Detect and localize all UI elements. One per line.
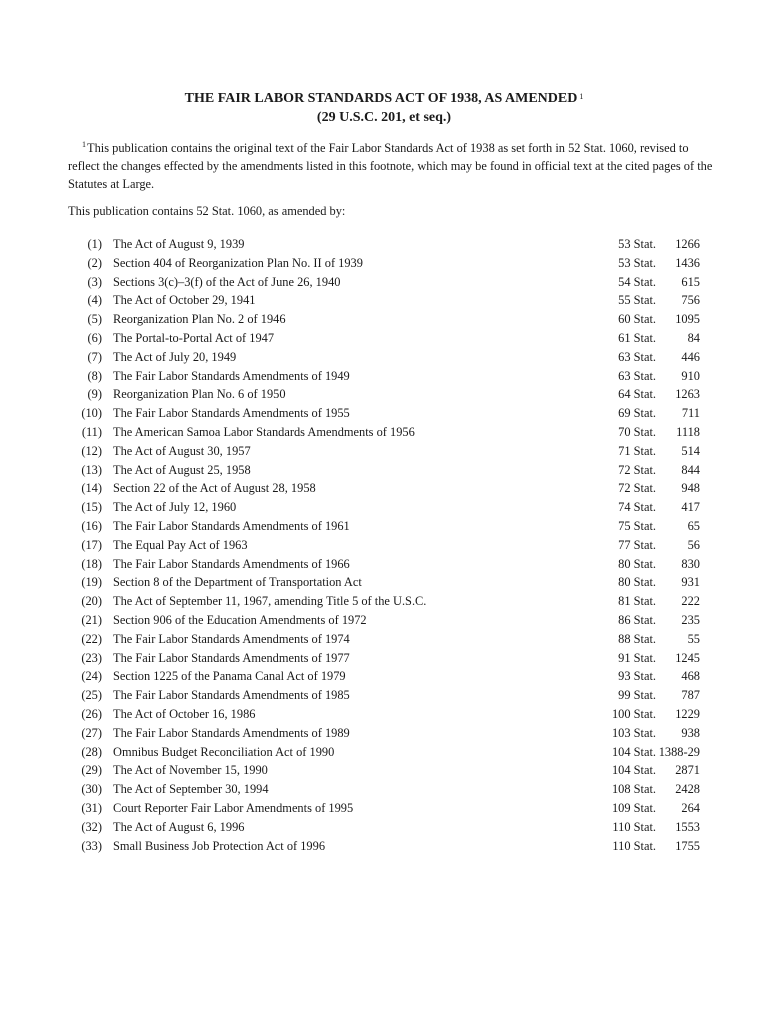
amendment-name: Section 404 of Reorganization Plan No. II of 1939 xyxy=(113,255,363,270)
statute-volume: 74 Stat. xyxy=(618,500,656,515)
statute-page: 1095 xyxy=(675,312,700,327)
statute-page: 910 xyxy=(681,368,700,383)
amendment-number: (31) xyxy=(81,800,102,815)
amendment-row xyxy=(0,517,768,536)
statute-page: 1245 xyxy=(675,650,700,665)
amendment-number: (12) xyxy=(81,443,102,458)
amendment-row xyxy=(0,235,768,254)
statute-volume: 93 Stat. xyxy=(618,669,656,684)
statute-volume: 81 Stat. xyxy=(618,594,656,609)
amendment-name: The Fair Labor Standards Amendments of 1977 xyxy=(113,650,350,665)
amendment-number: (29) xyxy=(81,763,102,778)
statute-page: 938 xyxy=(681,725,700,740)
amendment-number: (20) xyxy=(81,594,102,609)
amendment-name: Omnibus Budget Reconciliation Act of 1990 xyxy=(113,744,335,759)
amendment-row xyxy=(0,705,768,724)
footnote-mark: 1 xyxy=(82,140,86,149)
amendment-number: (13) xyxy=(81,462,102,477)
statute-volume: 53 Stat. xyxy=(618,255,656,270)
amendment-name: The Act of July 20, 1949 xyxy=(113,349,237,364)
amendment-row xyxy=(0,630,768,649)
statute-volume: 109 Stat. xyxy=(611,800,656,815)
amendment-row xyxy=(0,461,768,480)
statute-volume: 63 Stat. xyxy=(618,368,656,383)
amendment-number: (21) xyxy=(81,612,102,627)
amendment-number: (8) xyxy=(87,368,102,383)
amendment-row xyxy=(0,667,768,686)
statute-page: 787 xyxy=(681,688,700,703)
amendment-number: (17) xyxy=(81,537,102,552)
amendment-number: (22) xyxy=(81,631,102,646)
amendment-name: The Fair Labor Standards Amendments of 1949 xyxy=(113,368,350,383)
amendment-number: (1) xyxy=(87,237,102,251)
amendment-row xyxy=(0,743,768,762)
amendment-row xyxy=(0,291,768,310)
amendment-name: The Fair Labor Standards Amendments of 1961 xyxy=(113,518,350,533)
amendment-row xyxy=(0,385,768,404)
statute-volume: 110 Stat. xyxy=(612,819,656,834)
statute-page: 235 xyxy=(681,612,700,627)
statute-volume: 70 Stat. xyxy=(618,424,656,439)
statute-volume: 60 Stat. xyxy=(618,312,656,327)
amendment-name: Section 906 of the Education Amendments of 1972 xyxy=(113,612,367,627)
statute-volume: 91 Stat. xyxy=(618,650,656,665)
statute-volume: 80 Stat. xyxy=(618,575,656,590)
statute-page: 1436 xyxy=(675,255,700,270)
statute-volume: 54 Stat. xyxy=(618,274,656,289)
title-footnote-mark: 1 xyxy=(579,92,584,101)
amendment-row xyxy=(0,254,768,273)
document-subtitle: (29 U.S.C. 201, et seq.) xyxy=(316,110,452,125)
amendment-number: (25) xyxy=(81,688,102,703)
amendment-row xyxy=(0,404,768,423)
statute-volume: 104 Stat. xyxy=(611,763,656,778)
statute-page: 417 xyxy=(681,500,700,515)
amendment-row xyxy=(0,724,768,743)
amendment-number: (30) xyxy=(81,782,102,797)
document-title-line xyxy=(0,89,768,108)
amendment-name: The Act of July 12, 1960 xyxy=(113,500,237,515)
statute-page: 264 xyxy=(681,800,700,815)
amendment-number: (7) xyxy=(87,349,102,364)
statute-page: 844 xyxy=(681,462,700,477)
statute-volume: 88 Stat. xyxy=(618,631,656,646)
footnote xyxy=(68,139,720,193)
statute-page: 711 xyxy=(681,406,700,421)
statute-volume: 103 Stat. xyxy=(611,725,656,740)
amendment-number: (23) xyxy=(81,650,102,665)
amendment-number: (19) xyxy=(81,575,102,590)
amendment-number: (2) xyxy=(87,255,102,270)
amendment-row xyxy=(0,329,768,348)
statute-page: 948 xyxy=(681,481,700,496)
amendment-name: Sections 3(c)–3(f) of the Act of June 26, 1940 xyxy=(113,274,341,289)
amendment-name: Court Reporter Fair Labor Amendments of 1995 xyxy=(113,800,354,815)
statute-page: 84 xyxy=(687,330,700,345)
amendment-row xyxy=(0,310,768,329)
amendment-number: (4) xyxy=(87,293,102,308)
amendment-row xyxy=(0,818,768,837)
statute-volume: 110 Stat. xyxy=(612,838,656,853)
statute-volume: 86 Stat. xyxy=(618,612,656,627)
statute-volume: 77 Stat. xyxy=(618,537,656,552)
amendment-row xyxy=(0,273,768,292)
amendment-row xyxy=(0,592,768,611)
amendment-name: The Portal-to-Portal Act of 1947 xyxy=(113,330,275,345)
amendment-name: The Fair Labor Standards Amendments of 1985 xyxy=(113,688,350,703)
amendment-name: The American Samoa Labor Standards Amendments of 1956 xyxy=(113,424,415,439)
statute-page: 56 xyxy=(687,537,700,552)
document-title: THE FAIR LABOR STANDARDS ACT OF 1938, AS AMENDED xyxy=(184,91,578,106)
statute-volume: 63 Stat. xyxy=(618,349,656,364)
amendment-name: Small Business Job Protection Act of 1996 xyxy=(113,838,326,853)
amendment-number: (27) xyxy=(81,725,102,740)
amendment-row xyxy=(0,799,768,818)
statute-volume: 100 Stat. xyxy=(611,706,656,721)
statute-page: 1229 xyxy=(675,706,700,721)
statute-page: 222 xyxy=(681,594,700,609)
statute-volume: 55 Stat. xyxy=(618,293,656,308)
statute-page: 468 xyxy=(681,669,700,684)
amendment-row xyxy=(0,348,768,367)
amendment-row xyxy=(0,573,768,592)
amendment-number: (16) xyxy=(81,518,102,533)
statute-page: 615 xyxy=(681,274,700,289)
amendment-row xyxy=(0,498,768,517)
amendment-row xyxy=(0,837,768,856)
intro-text: This publication contains 52 Stat. 1060, as amended by: xyxy=(68,204,346,218)
statute-page: 756 xyxy=(681,293,700,308)
statute-page: 446 xyxy=(681,349,700,364)
statute-volume: 61 Stat. xyxy=(618,330,656,345)
amendment-name: The Act of September 30, 1994 xyxy=(113,782,269,797)
amendment-name: The Act of August 30, 1957 xyxy=(113,443,251,458)
statute-page: 1755 xyxy=(675,838,700,853)
amendment-number: (6) xyxy=(87,330,102,345)
statute-volume: 104 Stat. xyxy=(611,744,656,759)
statute-volume: 64 Stat. xyxy=(618,387,656,402)
amendment-row xyxy=(0,555,768,574)
statute-page: 55 xyxy=(687,631,700,646)
statute-page: 1266 xyxy=(675,237,700,251)
amendment-number: (28) xyxy=(81,744,102,759)
statute-volume: 99 Stat. xyxy=(618,688,656,703)
amendments-list xyxy=(0,235,768,855)
amendment-row xyxy=(0,536,768,555)
amendment-row xyxy=(0,367,768,386)
amendment-number: (33) xyxy=(81,838,102,853)
footnote-text: This publication contains the original text of the Fair Labor Standards Act of 1938 as set forth in 52 Stat. 1060, revised to reflect the changes effected by the amendments listed in this footnote, which may be found in official text at the cited pages of the Statutes at Large. xyxy=(68,141,713,191)
amendment-name: Section 1225 of the Panama Canal Act of 1979 xyxy=(113,669,346,684)
amendment-row xyxy=(0,780,768,799)
statute-volume: 72 Stat. xyxy=(618,462,656,477)
amendment-name: The Equal Pay Act of 1963 xyxy=(113,537,248,552)
amendment-number: (5) xyxy=(87,312,102,327)
amendment-number: (11) xyxy=(81,424,102,439)
amendment-number: (15) xyxy=(81,500,102,515)
statute-page: 1263 xyxy=(675,387,700,402)
amendment-row xyxy=(0,479,768,498)
amendment-name: Reorganization Plan No. 6 of 1950 xyxy=(113,387,286,402)
amendment-name: Section 8 of the Department of Transportation Act xyxy=(113,575,362,590)
statute-page: 931 xyxy=(681,575,700,590)
statute-page: 1553 xyxy=(675,819,700,834)
amendment-name: The Act of October 16, 1986 xyxy=(113,706,256,721)
amendment-number: (10) xyxy=(81,406,102,421)
amendment-name: The Act of August 25, 1958 xyxy=(113,462,251,477)
amendment-name: The Fair Labor Standards Amendments of 1966 xyxy=(113,556,350,571)
amendment-row xyxy=(0,761,768,780)
amendment-number: (3) xyxy=(87,274,102,289)
amendment-name: The Fair Labor Standards Amendments of 1955 xyxy=(113,406,350,421)
statute-page: 2871 xyxy=(675,763,700,778)
statute-volume: 80 Stat. xyxy=(618,556,656,571)
amendment-row xyxy=(0,442,768,461)
amendment-name: The Act of August 6, 1996 xyxy=(113,819,245,834)
statute-volume: 69 Stat. xyxy=(618,406,656,421)
amendment-row xyxy=(0,686,768,705)
amendment-name: The Fair Labor Standards Amendments of 1974 xyxy=(113,631,350,646)
statute-page: 65 xyxy=(687,518,700,533)
amendment-name: The Act of September 11, 1967, amending Title 5 of the U.S.C. xyxy=(113,594,427,609)
statute-volume: 72 Stat. xyxy=(618,481,656,496)
amendment-row xyxy=(0,611,768,630)
amendment-number: (24) xyxy=(81,669,102,684)
statute-volume: 53 Stat. xyxy=(618,237,656,251)
statute-page: 514 xyxy=(681,443,700,458)
amendment-row xyxy=(0,649,768,668)
amendment-name: Section 22 of the Act of August 28, 1958 xyxy=(113,481,316,496)
statute-page: 830 xyxy=(681,556,700,571)
statute-page: 1388-29 xyxy=(658,744,700,759)
amendment-name: The Act of November 15, 1990 xyxy=(113,763,268,778)
statute-volume: 108 Stat. xyxy=(611,782,656,797)
amendment-row xyxy=(0,423,768,442)
document-title-block xyxy=(0,89,768,127)
amendment-name: Reorganization Plan No. 2 of 1946 xyxy=(113,312,286,327)
amendment-name: The Act of August 9, 1939 xyxy=(113,237,245,251)
amendment-name: The Act of October 29, 1941 xyxy=(113,293,256,308)
amendment-name: The Fair Labor Standards Amendments of 1989 xyxy=(113,725,350,740)
statute-page: 1118 xyxy=(676,424,700,439)
amendment-number: (14) xyxy=(81,481,102,496)
amendment-number: (32) xyxy=(81,819,102,834)
amendment-number: (9) xyxy=(87,387,102,402)
amendment-number: (18) xyxy=(81,556,102,571)
amendment-number: (26) xyxy=(81,706,102,721)
statute-page: 2428 xyxy=(675,782,700,797)
statute-volume: 71 Stat. xyxy=(618,443,656,458)
statute-volume: 75 Stat. xyxy=(618,518,656,533)
